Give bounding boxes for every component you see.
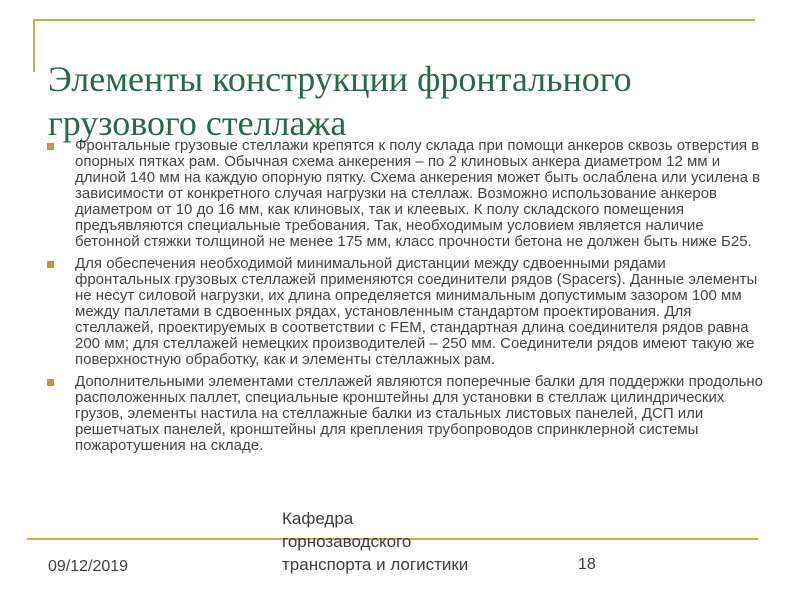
footer-page-number: 18 bbox=[578, 556, 596, 573]
bullet-item bbox=[47, 138, 765, 250]
bullet-square-icon bbox=[47, 143, 54, 150]
body-text-block bbox=[47, 138, 765, 454]
bullet-square-icon bbox=[47, 261, 54, 268]
slide-title: Элементы конструкции фронтального грузового стеллажа bbox=[48, 59, 632, 144]
bullet-text: Для обеспечения необходимой минимальной дистанции между сдвоенными рядами фронтальных грузовых стеллажей применяются соединители рядов (Spacers). Данные элементы не несут силовой нагрузки, их длина определяется минимальным допустимым зазором 100 мм между паллетами в сдвоенных рядах, установленным стандартом проектирования. Для стеллажей, проектируемых в соответствии с FEM, стандартная длина соединителя рядов равна 200 мм; для стеллажей немецких производителей – 250 мм. Соединители рядов имеют такую же поверхностную обработку, как и элементы стеллажных рам. bbox=[75, 255, 758, 368]
bullet-text: Фронтальные грузовые стеллажи крепятся к полу склада при помощи анкеров сквозь отверстия в опорных пятках рам. Обычная схема анкерения – по 2 клиновых анкера диаметром 12 мм и длиной 140 мм на каждую опорную пятку. Схема анкерения может быть ослаблена или усилена в зависимости от конкретного случая нагрузки на стеллаж. Возможно использование анкеров диаметром от 10 до 16 мм, как клиновых, так и клеевых. К полу складского помещения предъявляются специальные требования. Так, необходимым условием является наличие бетонной стяжки толщиной не менее 175 мм, класс прочности бетона не должен быть ниже Б25. bbox=[75, 137, 761, 250]
footer-department: Кафедра горнозаводского транспорта и логистики bbox=[282, 509, 469, 574]
bullet-text: Дополнительными элементами стеллажей являются поперечные балки для поддержки продольно расположенных паллет, специальные кронштейны для установки в стеллаж цилиндрических грузов, элементы настила на стеллажные балки из стальных листовых панелей, ДСП или решетчатых панелей, кронштейны для крепления трубопроводов спринклерной системы пожаротушения на складе. bbox=[75, 373, 764, 454]
bullet-item bbox=[47, 374, 765, 454]
bullet-square-icon bbox=[47, 379, 54, 386]
footer-date: 09/12/2019 bbox=[48, 558, 129, 575]
bullet-item bbox=[47, 256, 765, 368]
